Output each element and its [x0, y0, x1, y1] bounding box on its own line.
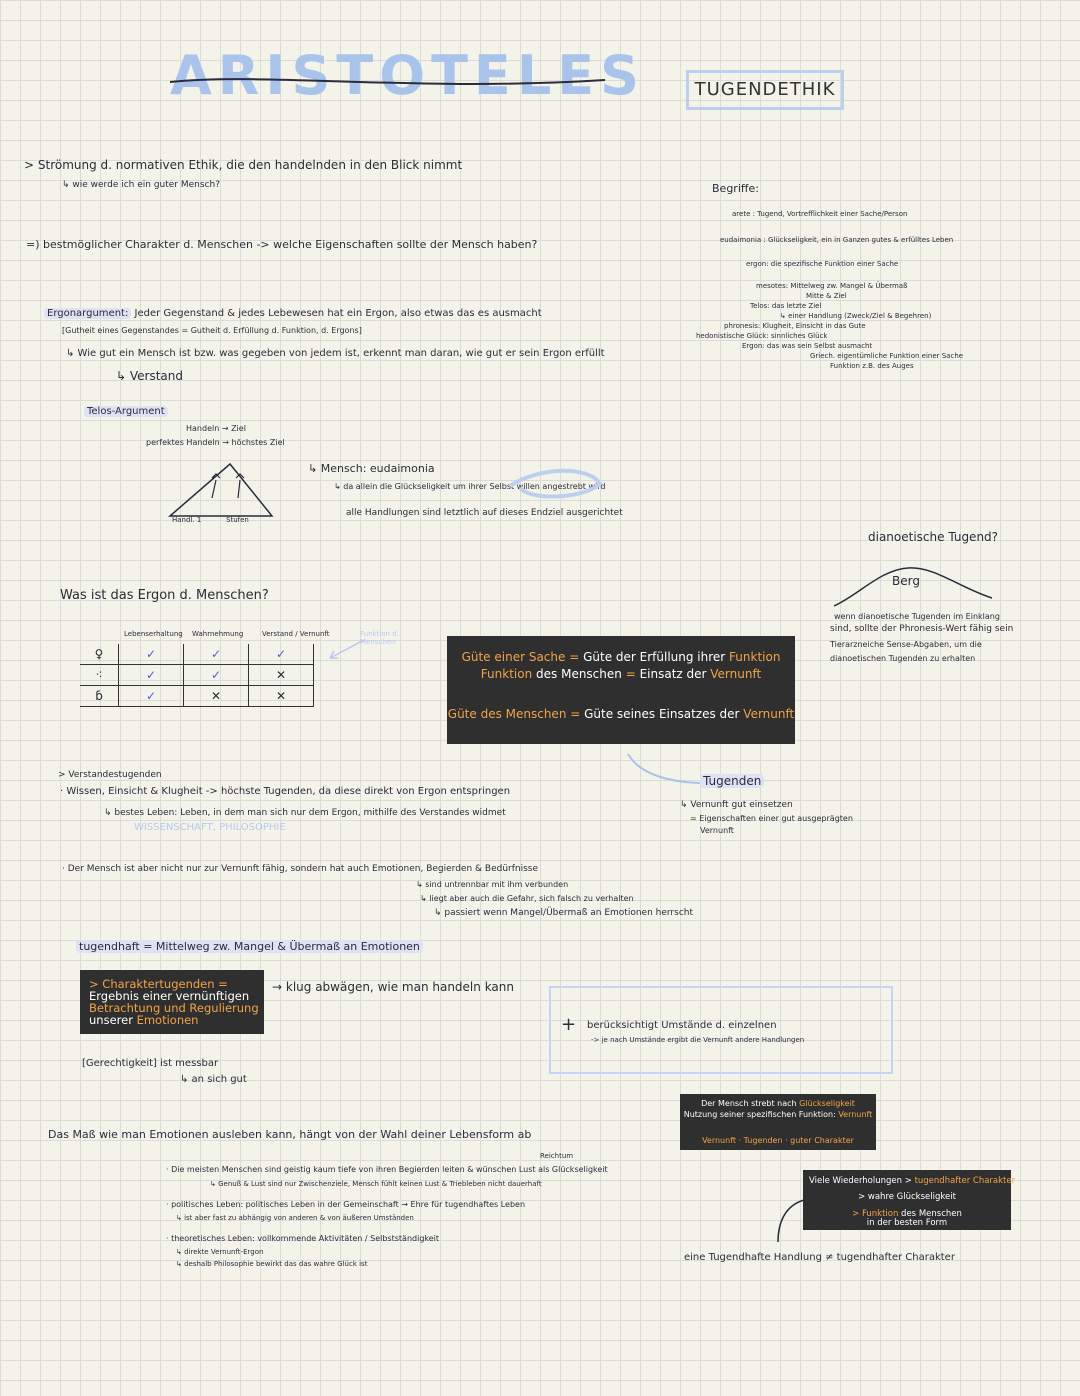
emotions-l2: ↳ sind untrennbar mit ihm verbunden	[416, 880, 569, 889]
tugendhaft-definition: tugendhaft = Mittelweg zw. Mangel & Übermaß an Emotionen	[76, 940, 423, 953]
ergon-comparison-table	[80, 644, 314, 707]
telos-m3: alle Handlungen sind letztlich auf dieses Endziel ausgerichtet	[346, 508, 623, 518]
umstaende-box	[549, 986, 893, 1074]
table-cell: ✓	[119, 644, 184, 665]
telos-label: Telos-Argument	[84, 406, 168, 417]
ergon-argument	[44, 308, 542, 319]
lebensform-b3b: ↳ direkte Vernunft-Ergon	[176, 1248, 264, 1256]
begriff-ergon-2: Ergon: das was sein Selbst ausmacht	[742, 342, 873, 350]
begriff-telos-2: ↳ einer Handlung (Zweck/Ziel & Begehren)	[780, 312, 932, 320]
dianoetisch-l2: sind, sollte der Phronesis-Wert fähig sein	[830, 624, 1014, 634]
table-row	[80, 644, 314, 665]
telos-m2: ↳ da allein die Glückseligkeit um ihrer Selbst willen angestrebt wird	[334, 482, 606, 491]
table-row	[80, 686, 314, 707]
charaktertugenden-box: > Charaktertugenden = Ergebnis einer vernünftigen Betrachtung und Regulierung unserer Emotionen	[80, 970, 264, 1034]
lebensform-b2: · politisches Leben: politisches Leben in der Gemeinschaft → Ehre für tugendhaftes Leben	[166, 1200, 526, 1209]
table-header-2: Wahrnehmung	[192, 630, 244, 638]
ergon-verstand: ↳ Verstand	[116, 369, 183, 383]
pyramid-left-label: Handl. 1	[172, 516, 202, 524]
page-title: ARISTOTELES	[170, 44, 646, 107]
verstandestugenden-label: > Verstandestugenden	[58, 770, 162, 780]
verstandestugenden-l3: WISSENSCHAFT, PHILOSOPHIE	[134, 822, 286, 833]
mass-line: Das Maß wie man Emotionen ausleben kann, hängt von der Wahl deiner Lebensform ab	[48, 1128, 532, 1141]
wiederholungen-box: Viele Wiederholungen > tugendhafter Charakter > wahre Glückseligkeit > Funktion des Menschen in der besten Form	[803, 1170, 1011, 1230]
tugendethik-heading-box: TUGENDETHIK	[686, 70, 844, 110]
table-annotation: Funktion d. Menschen	[360, 630, 399, 646]
intro-line-2: ↳ wie werde ich ein guter Mensch?	[62, 180, 220, 190]
row-icon: ɓ	[80, 686, 119, 707]
begriff-mesotes-2: Mitte & Ziel	[806, 292, 847, 300]
begriff-hedone: hedonistische Glück: sinnliches Glück	[696, 332, 828, 340]
guete-definition-box: Güte einer Sache = Güte der Erfüllung ihrer Funktion Funktion des Menschen = Einsatz der Vernunft Güte des Menschen = Güte seines Einsatzes der Vernunft	[447, 636, 795, 744]
dianoetisch-l3: Tierarzneiche Sense-Abgaben, um die	[830, 640, 982, 649]
tugenden-l2: = Eigenschaften einer gut ausgeprägten	[690, 814, 853, 823]
row-icon: ⁖	[80, 665, 119, 686]
begriff-ergon-4: Funktion z.B. des Auges	[830, 362, 914, 370]
gerechtigkeit: [Gerechtigkeit] ist messbar	[82, 1058, 219, 1069]
begriff-ergon: ergon: die spezifische Funktion einer Sache	[746, 260, 899, 268]
table-cell: ✕	[249, 665, 314, 686]
ergon-label: Ergonargument:	[44, 308, 131, 319]
lebensform-b1b: ↳ Genuß & Lust sind nur Zwischenziele, Mensch fühlt keinen Lust & Triebleben nicht dauerhaft	[210, 1180, 542, 1188]
lebensform-b1: · Die meisten Menschen sind geistig kaum tiefe von ihren Begierden leiten & wünschen Lust als Glückseligkeit	[166, 1165, 608, 1174]
tugenden-l1: ↳ Vernunft gut einsetzen	[680, 800, 793, 810]
dianoetisch-l1: wenn dianoetische Tugenden im Einklang	[834, 612, 1000, 621]
ergon-question: Was ist das Ergon d. Menschen?	[60, 588, 269, 603]
telos-line-2: perfektes Handeln → höchstes Ziel	[146, 438, 285, 447]
dianoetisch-question: dianoetische Tugend?	[868, 530, 999, 544]
begriff-ergon-3: Griech. eigentümliche Funktion einer Sache	[810, 352, 964, 360]
intro-line-3: =) bestmöglicher Charakter d. Menschen -> welche Eigenschaften sollte der Mensch haben?	[26, 238, 538, 251]
intro-line-1: > Strömung d. normativen Ethik, die den handelnden in den Blick nimmt	[24, 158, 463, 172]
begriff-telos: Telos: das letzte Ziel	[750, 302, 822, 310]
table-cell: ✓	[184, 644, 249, 665]
gerechtigkeit-2: ↳ an sich gut	[180, 1074, 247, 1085]
pyramid-right-label: Stufen	[226, 516, 249, 524]
umstaende-l2: -> je nach Umstände ergibt die Vernunft andere Handlungen	[591, 1036, 805, 1044]
emotions-l4: ↳ passiert wenn Mangel/Übermaß an Emotionen herrscht	[434, 908, 693, 918]
ergon-text: Jeder Gegenstand & jedes Lebewesen hat ein Ergon, also etwas das es ausmacht	[134, 308, 542, 319]
lebensform-b3c: ↳ deshalb Philosophie bewirkt das das wahre Glück ist	[176, 1260, 368, 1268]
telos-mensch: ↳ Mensch: eudaimonia	[308, 462, 435, 475]
table-cell: ✕	[184, 686, 249, 707]
reichtum-label: Reichtum	[540, 1152, 574, 1160]
berg-label: Berg	[892, 574, 920, 588]
scribble-decoration	[500, 466, 610, 506]
table-cell: ✕	[249, 686, 314, 707]
table-header-1: Lebenserhaltung	[124, 630, 183, 638]
dianoetisch-l4: dianoetischen Tugenden zu erhalten	[830, 654, 976, 663]
bottom-statement: eine Tugendhafte Handlung ≠ tugendhafter Charakter	[684, 1252, 955, 1263]
klug-abwaegen: → klug abwägen, wie man handeln kann	[272, 980, 514, 994]
table-cell: ✓	[119, 665, 184, 686]
bottom-arrow	[770, 1196, 810, 1246]
table-cell: ✓	[184, 665, 249, 686]
table-row	[80, 665, 314, 686]
title-strike-decoration	[165, 70, 615, 100]
emotions-l1: · Der Mensch ist aber nicht nur zur Vernunft fähig, sondern hat auch Emotionen, Begierden & Bedürfnisse	[62, 864, 539, 874]
table-cell: ✓	[249, 644, 314, 665]
begriffe-label: Begriffe:	[712, 182, 759, 195]
begriff-arete: arete : Tugend, Vortrefflichkeit einer Sache/Person	[732, 210, 908, 218]
emotions-l3: ↳ liegt aber auch die Gefahr, sich falsch zu verhalten	[420, 894, 634, 903]
table-cell: ✓	[119, 686, 184, 707]
glueckseligkeit-box: Der Mensch strebt nach Glückseligkeit Nutzung seiner spezifischen Funktion: Vernunft Vernunft · Tugenden · guter Charakter	[680, 1094, 876, 1150]
verstandestugenden-l2: ↳ bestes Leben: Leben, in dem man sich nur dem Ergon, mithilfe des Verstandes widmet	[104, 808, 506, 818]
begriff-eudaimonia: eudaimonia : Glückseligkeit, ein in Ganzen gutes & erfülltes Leben	[720, 236, 954, 244]
begriff-mesotes: mesotes: Mittelweg zw. Mangel & Übermaß	[756, 282, 908, 290]
verstandestugenden-l1: · Wissen, Einsicht & Klugheit -> höchste Tugenden, da diese direkt von Ergon entspringen	[60, 786, 511, 797]
ergon-bracket: [Gutheit eines Gegenstandes = Gutheit d. Erfüllung d. Funktion, d. Ergons]	[62, 326, 362, 335]
table-header-3: Verstand / Vernunft	[262, 630, 330, 638]
plus-icon: +	[561, 1014, 577, 1035]
tugenden-label: Tugenden	[700, 774, 764, 788]
ergon-wie: ↳ Wie gut ein Mensch ist bzw. was gegeben von jedem ist, erkennt man daran, wie gut er sein Ergon erfüllt	[66, 348, 605, 359]
umstaende-l1: berücksichtigt Umstände d. einzelnen	[587, 1020, 777, 1031]
tugenden-l3: Vernunft	[700, 826, 734, 835]
lebensform-b3: · theoretisches Leben: vollkommende Aktivitäten / Selbstständigkeit	[166, 1234, 440, 1243]
lebensform-b2b: ↳ ist aber fast zu abhängig von anderen & von äußeren Umständen	[176, 1214, 414, 1222]
telos-line-1: Handeln → Ziel	[186, 424, 246, 433]
annotation-arrow	[320, 636, 370, 666]
row-icon: ♀	[80, 644, 119, 665]
begriff-phronesis: phronesis: Klugheit, Einsicht in das Gute	[724, 322, 866, 330]
